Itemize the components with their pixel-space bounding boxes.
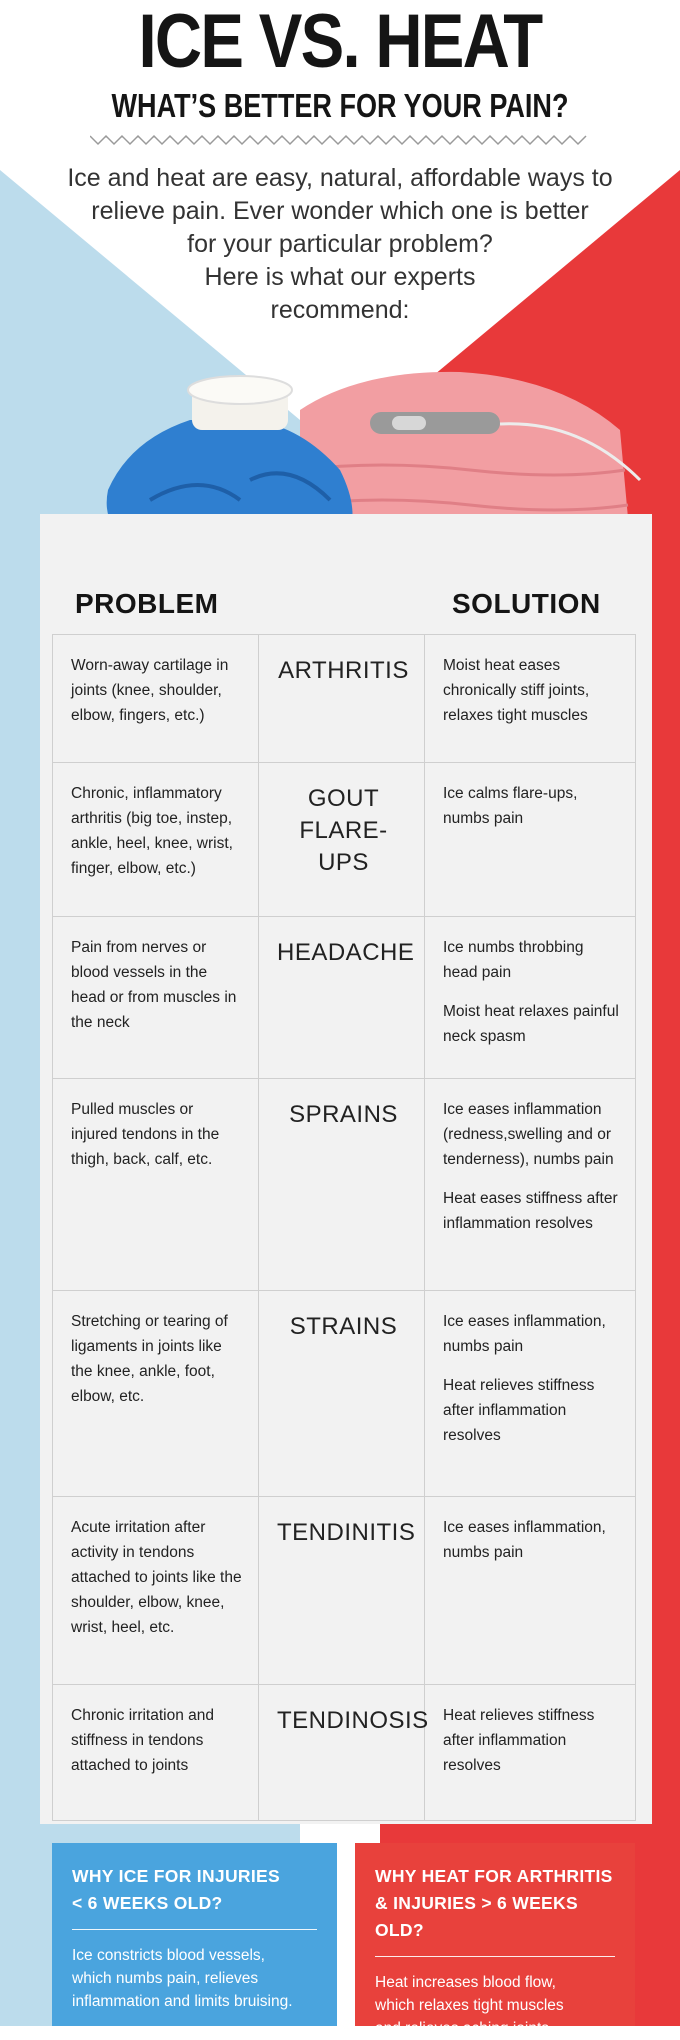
ice-box-text-line: which numbs pain, relieves <box>72 1970 259 1987</box>
condition-cell: ARTHRITIS <box>259 635 425 763</box>
problem-cell: Acute irritation after activity in tendons attached to joints like the shoulder, elbow, knee, wrist, heel, etc. <box>53 1497 259 1685</box>
solution-text: Heat relieves stiffness after inflammation resolves <box>443 1377 595 1444</box>
solution-column-header: SOLUTION <box>452 588 601 619</box>
problem-cell: Pulled muscles or injured tendons in the thigh, back, calf, etc. <box>53 1079 259 1291</box>
heat-box-text-line: Heat increases blood flow, <box>375 1974 556 1991</box>
problem-cell: Pain from nerves or blood vessels in the head or from muscles in the neck <box>53 917 259 1079</box>
solution-cell <box>425 763 636 917</box>
solution-cell <box>425 917 636 1079</box>
intro-line: recommend: <box>270 296 410 324</box>
solution-text: Ice calms flare-ups, numbs pain <box>443 785 578 827</box>
solution-text: Moist heat eases chronically stiff joints, relaxes tight muscles <box>443 657 590 724</box>
condition-cell: SPRAINS <box>259 1079 425 1291</box>
heat-info-box <box>355 1843 635 2037</box>
solution-text: Ice eases inflammation (redness,swelling and or tenderness), numbs pain <box>443 1101 614 1168</box>
solution-text: Heat eases stiffness after inflammation resolves <box>443 1190 618 1232</box>
problem-cell: Chronic, inflammatory arthritis (big toe, instep, ankle, heel, knee, wrist, finger, elbow, etc.) <box>53 763 259 917</box>
solution-text: Ice eases inflammation, numbs pain <box>443 1313 606 1355</box>
ice-info-box <box>52 1843 337 2026</box>
intro-text <box>60 162 620 327</box>
heat-box-title-line: WHY HEAT FOR ARTHRITIS <box>375 1866 613 1886</box>
ice-box-text-line: Ice constricts blood vessels, <box>72 1947 265 1964</box>
condition-cell: STRAINS <box>259 1291 425 1497</box>
solution-text: Ice numbs throbbing head pain <box>443 939 584 981</box>
intro-line: for your particular problem? <box>187 230 493 258</box>
header <box>0 0 680 146</box>
condition-cell: HEADACHE <box>259 917 425 1079</box>
table-row <box>53 1685 636 1821</box>
solution-text: Moist heat relaxes painful neck spasm <box>443 1003 619 1045</box>
heat-box-title-line: & INJURIES > 6 WEEKS OLD? <box>375 1893 578 1940</box>
table-row <box>53 1079 636 1291</box>
table-row <box>53 635 636 763</box>
solution-cell <box>425 1497 636 1685</box>
heat-box-text <box>355 1971 635 2040</box>
table-row <box>53 763 636 917</box>
table-row <box>53 917 636 1079</box>
ice-box-text <box>52 1944 337 2013</box>
problem-column-header: PROBLEM <box>75 588 219 619</box>
condition-cell: TENDINITIS <box>259 1497 425 1685</box>
page-title: ICE VS. HEAT <box>138 0 542 84</box>
page-subtitle: WHAT’S BETTER FOR YOUR PAIN? <box>111 87 569 124</box>
problem-cell: Chronic irritation and stiffness in tendons attached to joints <box>53 1685 259 1821</box>
solution-text: Ice eases inflammation, numbs pain <box>443 1519 606 1561</box>
table-row <box>53 1497 636 1685</box>
heat-box-text-line: and relieves aching joints. <box>375 2020 554 2037</box>
ice-box-title <box>52 1843 337 1917</box>
solution-cell <box>425 1685 636 1821</box>
intro-line: Here is what our experts <box>204 263 476 291</box>
solution-text: Heat relieves stiffness after inflammation resolves <box>443 1707 595 1774</box>
heat-box-title <box>355 1843 635 1944</box>
heat-box-text-line: which relaxes tight muscles <box>375 1997 564 2014</box>
ice-box-title-line: < 6 WEEKS OLD? <box>72 1893 223 1913</box>
condition-cell: GOUT FLARE-UPS <box>259 763 425 917</box>
heat-box-divider <box>375 1956 615 1957</box>
solution-cell <box>425 1079 636 1291</box>
ice-box-title-line: WHY ICE FOR INJURIES <box>72 1866 280 1886</box>
solution-cell <box>425 1291 636 1497</box>
intro-line: Ice and heat are easy, natural, affordable ways to <box>67 164 613 192</box>
intro-line: relieve pain. Ever wonder which one is better <box>91 197 589 225</box>
problem-cell: Worn-away cartilage in joints (knee, shoulder, elbow, fingers, etc.) <box>53 635 259 763</box>
ice-box-divider <box>72 1929 317 1930</box>
solution-cell <box>425 635 636 763</box>
condition-cell: TENDINOSIS <box>259 1685 425 1821</box>
ice-box-text-line: inflammation and limits bruising. <box>72 1993 293 2010</box>
table-row <box>53 1291 636 1497</box>
problem-cell: Stretching or tearing of ligaments in joints like the knee, ankle, foot, elbow, etc. <box>53 1291 259 1497</box>
comparison-table <box>52 634 636 1821</box>
zigzag-divider <box>90 134 590 146</box>
